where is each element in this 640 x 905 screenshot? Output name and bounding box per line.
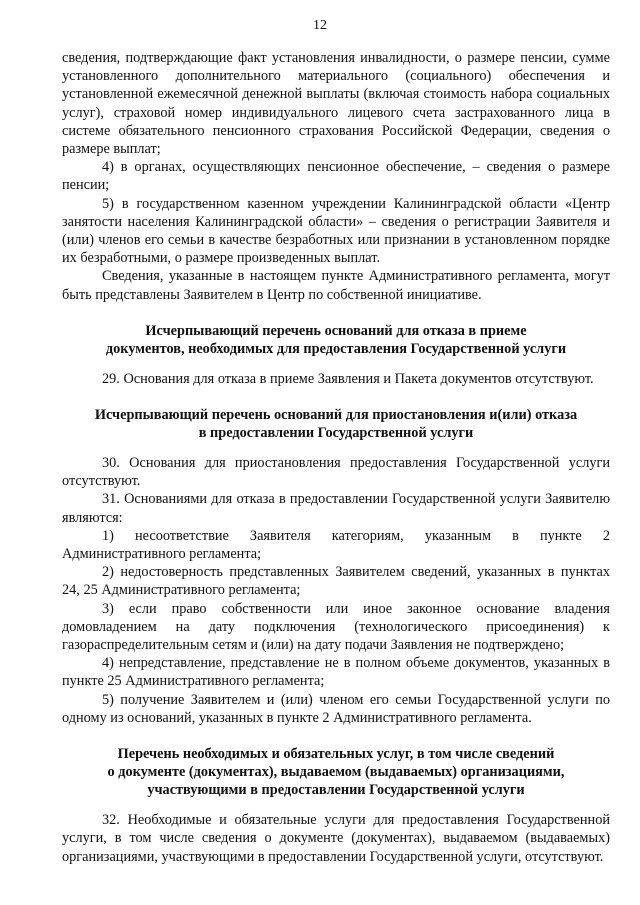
paragraph: 31. Основаниями для отказа в предоставлении Государственной услуги Заявителю являются: xyxy=(62,491,610,526)
paragraph: 4) непредставление, представление не в полном объеме документов, указанных в пункте 25 Административного регламента; xyxy=(62,655,610,690)
section-heading-line: Исчерпывающий перечень оснований для отказа в приеме xyxy=(145,322,527,339)
paragraph: 2) недостоверность представленных Заявителем сведений, указанных в пунктах 24, 25 Административного регламента; xyxy=(62,564,610,599)
section-heading-line: о документе (документах), выдаваемом (выдаваемых) организациями, xyxy=(107,764,565,781)
paragraph: Сведения, указанные в настоящем пункте Административного регламента, могут быть представлены Заявителем в Центр по собственной инициативе. xyxy=(62,268,610,303)
paragraph: 4) в органах, осуществляющих пенсионное обеспечение, – сведения о размере пенсии; xyxy=(62,159,610,194)
document-body xyxy=(62,49,610,866)
paragraph: 30. Основания для приостановления предоставления Государственной услуги отсутствуют. xyxy=(62,455,610,490)
section-heading-line: документов, необходимых для предоставления Государственной услуги xyxy=(105,340,567,357)
paragraph: 5) получение Заявителем и (или) членом его семьи Государственной услуги по одному из оснований, указанных в пункте 2 Административного регламента. xyxy=(62,691,610,726)
page-number: 12 xyxy=(313,18,327,33)
paragraph: 32. Необходимые и обязательные услуги для предоставления Государственной услуги, в том числе сведения о документе (документах), выдаваемом (выдаваемых) организациями, участвующими в предоставлении Государственной услуги, отсутствуют. xyxy=(62,812,610,865)
paragraph: сведения, подтверждающие факт установления инвалидности, о размере пенсии, сумме установленного дополнительного материального (социального) обеспечения и установленной ежемесячной денежной выплаты (включая стоимость набора социальных услуг), страховой номер индивидуального лицевого счета застрахованного лица в системе обязательного пенсионного страхования Российской Федерации, сведения о размере выплат; xyxy=(62,50,610,158)
section-heading-line: Исчерпывающий перечень оснований для приостановления и(или) отказа xyxy=(94,407,578,424)
paragraph: 3) если право собственности или иное законное основание владения домовладением на дату подключения (технологического присоединения) к газораспределительным сетям и (или) на дату подачи Заявления не подтверждено; xyxy=(62,600,610,654)
paragraph: 5) в государственном казенном учреждении Калининградской области «Центр занятости населения Калининградской области» – сведения о регистрации Заявителя и (или) членов его семьи в качестве безработных или признании в установленном порядке их безработными, о размере произведенных выплат. xyxy=(62,195,610,267)
section-heading-line: Перечень необходимых и обязательных услуг, в том числе сведений xyxy=(117,746,555,763)
section-heading-line: участвующими в предоставлении Государственной услуги xyxy=(147,782,525,799)
paragraph: 29. Основания для отказа в приеме Заявления и Пакета документов отсутствуют. xyxy=(102,370,594,387)
section-heading-line: в предоставлении Государственной услуги xyxy=(198,425,474,442)
paragraph: 1) несоответствие Заявителя категориям, указанным в пункте 2 Административного регламента; xyxy=(62,527,610,563)
